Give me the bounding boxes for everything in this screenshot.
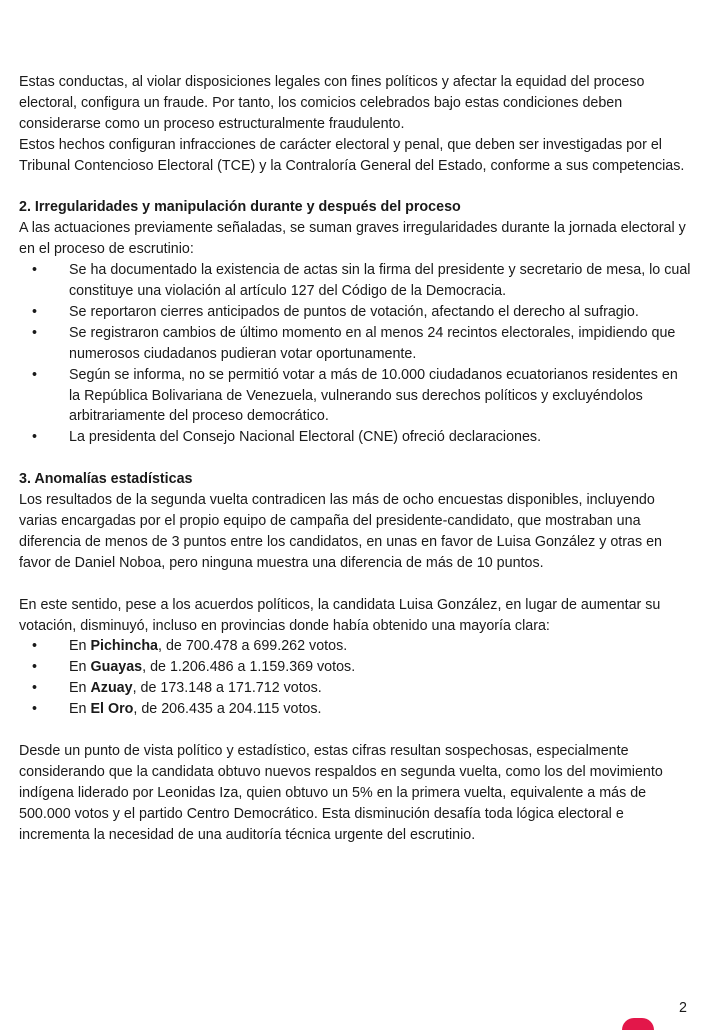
province-item: • En El Oro, de 206.435 a 204.115 votos.	[19, 699, 691, 720]
list-item: • Se reportaron cierres anticipados de puntos de votación, afectando el derecho al sufragio.	[19, 302, 691, 323]
list-item: • Se registraron cambios de último momento en al menos 24 recintos electorales, impidiendo que numerosos ciudadanos pudieran votar oportunamente.	[19, 323, 691, 365]
corner-decoration	[622, 1018, 654, 1030]
section-3-paragraph-2: En este sentido, pese a los acuerdos políticos, la candidata Luisa González, en lugar de aumentar su votación, disminuyó, incluso en provincias donde había obtenido una mayoría clara:	[19, 596, 661, 634]
section-2-intro: A las actuaciones previamente señaladas, se suman graves irregularidades durante la jornada electoral y en el proceso de escrutinio:	[19, 220, 686, 258]
list-item: • Se ha documentado la existencia de actas sin la firma del presidente y secretario de mesa, lo cual constituye una violación al artículo 127 del Código de la Democracia.	[19, 260, 691, 302]
province-item: • En Pichincha, de 700.478 a 699.262 votos.	[19, 636, 691, 657]
document-page	[19, 72, 691, 845]
list-item: • La presidenta del Consejo Nacional Electoral (CNE) ofreció declaraciones.	[19, 427, 691, 448]
intro-paragraph-2: Estos hechos configuran infracciones de carácter electoral y penal, que deben ser investigadas por el Tribunal Contencioso Electoral (TCE) y la Contraloría General del Estado, conforme a sus competencias.	[19, 136, 685, 174]
list-item: • Según se informa, no se permitió votar a más de 10.000 ciudadanos ecuatorianos residentes en la República Bolivariana de Venezuela, vulnerando sus derechos políticos y excluyéndolos arbitrariamente del proceso democrático.	[19, 365, 691, 428]
intro-paragraph-1: Estas conductas, al violar disposiciones legales con fines políticos y afectar la equidad del proceso electoral, configura un fraude. Por tanto, los comicios celebrados bajo estas condiciones deben considerarse como un proceso estructuralmente fraudulento.	[19, 74, 645, 132]
province-item: • En Azuay, de 173.148 a 171.712 votos.	[19, 678, 691, 699]
province-item: • En Guayas, de 1.206.486 a 1.159.369 votos.	[19, 657, 691, 678]
section-3-heading: 3. Anomalías estadísticas	[19, 471, 193, 488]
province-name: Guayas	[90, 659, 143, 676]
province-results-list	[19, 636, 691, 720]
province-name: Azuay	[90, 680, 133, 697]
section-2-heading: 2. Irregularidades y manipulación durante y después del proceso	[19, 199, 461, 216]
irregularities-list	[19, 260, 691, 448]
page-number: 2	[679, 1000, 687, 1016]
section-3-paragraph-3: Desde un punto de vista político y estadístico, estas cifras resultan sospechosas, especialmente considerando que la candidata obtuvo nuevos respaldos en segunda vuelta, como los del movimiento indígena liderado por Leonidas Iza, quien obtuvo un 5% en la primera vuelta, equivalente a más de 500.000 votos y el partido Centro Democrático. Esta disminución desafía toda lógica electoral e incrementa la necesidad de una auditoría técnica urgente del escrutinio.	[19, 742, 663, 843]
province-name: Pichincha	[90, 638, 159, 655]
province-name: El Oro	[90, 701, 134, 718]
section-3-paragraph-1: Los resultados de la segunda vuelta contradicen las más de ocho encuestas disponibles, incluyendo varias encargadas por el propio equipo de campaña del presidente-candidato, que mostraban una diferencia de menos de 3 puntos entre los candidatos, en unas en favor de Luisa González y otras en favor de Daniel Noboa, pero ninguna muestra una diferencia de más de 10 puntos.	[19, 492, 662, 571]
